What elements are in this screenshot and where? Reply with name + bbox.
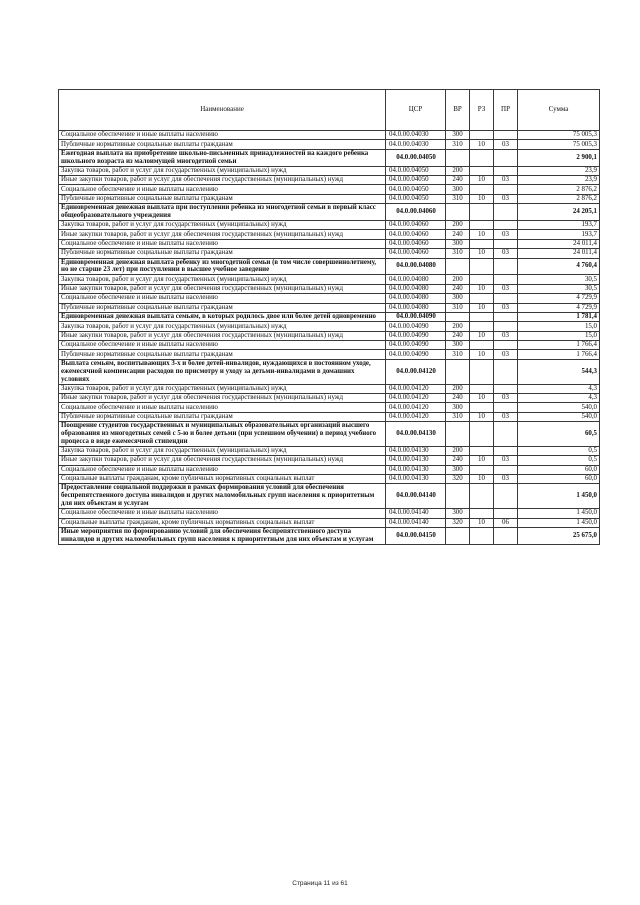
cell-vr [446,359,470,384]
table-row-heading [59,527,600,544]
cell-sum: 4 729,9 [518,303,600,312]
cell-rz: 10 [470,230,494,239]
cell-vr: 240 [446,393,470,402]
budget-table [58,89,600,545]
cell-name: Ежегодная выплата на приобретение школьно-письменных принадлежностей на каждого ребенка школьного возраста из малоимущей многодетной семьи [59,149,386,166]
cell-rz [470,258,494,275]
cell-csr: 04.0.00.04130 [386,422,446,447]
cell-pr: 03 [494,303,518,312]
cell-pr: 03 [494,350,518,359]
table-row [59,239,600,248]
cell-name: Социальное обеспечение и иные выплаты населению [59,341,386,350]
table-row [59,294,600,303]
cell-rz [470,294,494,303]
cell-sum: 1 450,0 [518,518,600,527]
cell-name: Публичные нормативные социальные выплаты гражданам [59,412,386,421]
cell-csr: 04.0.00.04080 [386,258,446,275]
cell-csr: 04.0.00.04030 [386,140,446,149]
cell-rz [470,185,494,194]
header-rz: РЗ [470,90,494,131]
cell-sum: 25 675,0 [518,527,600,544]
cell-name: Иные закупки товаров, работ и услуг для обеспечения государственных (муниципальных) нужд [59,331,386,340]
cell-rz [470,422,494,447]
cell-vr: 310 [446,249,470,258]
cell-vr [446,484,470,509]
cell-rz: 10 [470,518,494,527]
table-row [59,249,600,258]
table-row [59,220,600,229]
cell-pr [494,422,518,447]
cell-rz: 10 [470,331,494,340]
table-row [59,509,600,518]
cell-csr: 04.0.00.04080 [386,275,446,284]
cell-csr: 04.0.00.04090 [386,312,446,321]
cell-sum: 2 876,2 [518,185,600,194]
table-header-row [59,90,600,131]
cell-pr [494,322,518,331]
table-row [59,140,600,149]
cell-rz: 10 [470,303,494,312]
cell-sum: 60,0 [518,465,600,474]
cell-name: Социальное обеспечение и иные выплаты населению [59,131,386,140]
cell-vr: 240 [446,284,470,293]
table-row [59,518,600,527]
table-row-heading [59,204,600,221]
cell-vr: 300 [446,465,470,474]
cell-name: Иные закупки товаров, работ и услуг для обеспечения государственных (муниципальных) нужд [59,175,386,184]
cell-pr [494,465,518,474]
cell-rz [470,220,494,229]
cell-sum: 24 011,4 [518,239,600,248]
cell-sum: 60,0 [518,475,600,484]
cell-rz: 10 [470,284,494,293]
cell-vr: 310 [446,194,470,203]
cell-rz [470,509,494,518]
table-row [59,446,600,455]
table-row [59,331,600,340]
cell-rz [470,275,494,284]
cell-sum: 4,3 [518,384,600,393]
cell-sum: 24 011,4 [518,249,600,258]
cell-sum: 0,5 [518,446,600,455]
cell-name: Иные закупки товаров, работ и услуг для обеспечения государственных (муниципальных) нужд [59,456,386,465]
cell-vr: 300 [446,509,470,518]
cell-rz [470,322,494,331]
cell-vr: 310 [446,350,470,359]
cell-vr: 310 [446,412,470,421]
cell-name: Социальное обеспечение и иные выплаты населению [59,509,386,518]
cell-name: Социальные выплаты гражданам, кроме публичных нормативных социальных выплат [59,475,386,484]
cell-pr [494,131,518,140]
table-row [59,230,600,239]
cell-rz [470,484,494,509]
cell-rz [470,239,494,248]
cell-sum: 1 781,4 [518,312,600,321]
table-row [59,166,600,175]
cell-vr: 310 [446,303,470,312]
cell-csr: 04.0.00.04120 [386,384,446,393]
cell-name: Выплата семьям, воспитывающих 3-х и более детей-инвалидов, нуждающихся в постоянном уходе, ежемесячной компенсации расходов по присмотру и уходу за детьми-инвалидами в домашних условиях [59,359,386,384]
cell-sum: 60,5 [518,422,600,447]
cell-name: Публичные нормативные социальные выплаты гражданам [59,249,386,258]
cell-sum: 23,9 [518,166,600,175]
table-row [59,384,600,393]
cell-name: Социальное обеспечение и иные выплаты населению [59,465,386,474]
cell-sum: 4,3 [518,393,600,402]
cell-pr [494,484,518,509]
table-row-heading [59,149,600,166]
cell-sum: 1 450,0 [518,509,600,518]
cell-sum: 544,3 [518,359,600,384]
cell-rz [470,403,494,412]
cell-sum: 0,5 [518,456,600,465]
cell-vr [446,149,470,166]
table-row [59,303,600,312]
budget-table-sheet [58,89,599,545]
cell-pr [494,220,518,229]
cell-pr: 03 [494,284,518,293]
cell-vr: 300 [446,403,470,412]
cell-pr: 03 [494,412,518,421]
cell-rz [470,384,494,393]
cell-sum: 75 005,3 [518,131,600,140]
header-vr: ВР [446,90,470,131]
cell-vr: 240 [446,230,470,239]
cell-rz: 10 [470,249,494,258]
cell-pr: 03 [494,194,518,203]
cell-rz [470,149,494,166]
cell-csr: 04.0.00.04080 [386,303,446,312]
cell-pr [494,204,518,221]
cell-csr: 04.0.00.04120 [386,403,446,412]
cell-sum: 15,0 [518,331,600,340]
cell-name: Социальное обеспечение и иные выплаты населению [59,294,386,303]
cell-name: Закупка товаров, работ и услуг для государственных (муниципальных) нужд [59,166,386,175]
cell-rz [470,204,494,221]
table-row [59,393,600,402]
cell-rz [470,465,494,474]
cell-csr: 04.0.00.04050 [386,166,446,175]
cell-pr [494,403,518,412]
cell-sum: 24 205,1 [518,204,600,221]
cell-name: Публичные нормативные социальные выплаты гражданам [59,194,386,203]
cell-vr: 240 [446,456,470,465]
table-row [59,131,600,140]
cell-csr: 04.0.00.04060 [386,220,446,229]
cell-rz [470,166,494,175]
cell-rz: 10 [470,175,494,184]
cell-sum: 75 005,3 [518,140,600,149]
cell-pr: 03 [494,393,518,402]
cell-csr: 04.0.00.04050 [386,149,446,166]
cell-vr: 200 [446,322,470,331]
cell-name: Публичные нормативные социальные выплаты гражданам [59,350,386,359]
cell-sum: 4 760,4 [518,258,600,275]
table-row [59,175,600,184]
table-row [59,284,600,293]
cell-vr: 200 [446,384,470,393]
cell-vr: 200 [446,275,470,284]
cell-rz: 10 [470,393,494,402]
header-sum: Сумма [518,90,600,131]
table-row [59,350,600,359]
cell-csr: 04.0.00.04150 [386,527,446,544]
cell-csr: 04.0.00.04090 [386,331,446,340]
header-csr: ЦСР [386,90,446,131]
cell-csr: 04.0.00.04130 [386,446,446,455]
cell-sum: 540,0 [518,403,600,412]
table-row-heading [59,312,600,321]
cell-sum: 2 876,2 [518,194,600,203]
cell-pr [494,239,518,248]
cell-vr: 310 [446,140,470,149]
cell-pr [494,149,518,166]
cell-rz [470,359,494,384]
cell-name: Предоставление социальной поддержки в рамках формирования условий для обеспечения беспрепятственного доступа инвалидов и других маломобильных групп населения к приоритетным для них объектам и услугам [59,484,386,509]
table-row [59,322,600,331]
cell-name: Публичные нормативные социальные выплаты гражданам [59,303,386,312]
cell-csr: 04.0.00.04030 [386,131,446,140]
table-row [59,403,600,412]
page-number: Страница 11 из 61 [292,880,348,887]
cell-vr: 300 [446,185,470,194]
cell-sum: 540,0 [518,412,600,421]
cell-name: Единовременная денежная выплата ребенку из многодетной семьи (в том числе совершеннолетнему, но не старше 23 лет) при поступлении в высшее учебное заведение [59,258,386,275]
cell-csr: 04.0.00.04130 [386,475,446,484]
cell-name: Иные закупки товаров, работ и услуг для обеспечения государственных (муниципальных) нужд [59,230,386,239]
table-row [59,465,600,474]
cell-csr: 04.0.00.04060 [386,249,446,258]
cell-rz: 10 [470,456,494,465]
cell-csr: 04.0.00.04060 [386,230,446,239]
cell-sum: 193,7 [518,220,600,229]
cell-name: Социальное обеспечение и иные выплаты населению [59,239,386,248]
cell-rz: 10 [470,475,494,484]
cell-name: Иные мероприятия по формированию условий для обеспечения беспрепятственного доступа инвалидов и других маломобильных групп населения к приоритетным для них объектам и услугам [59,527,386,544]
table-row-heading [59,258,600,275]
cell-sum: 2 900,1 [518,149,600,166]
cell-pr [494,359,518,384]
cell-rz: 10 [470,194,494,203]
cell-name: Закупка товаров, работ и услуг для государственных (муниципальных) нужд [59,446,386,455]
cell-name: Иные закупки товаров, работ и услуг для обеспечения государственных (муниципальных) нужд [59,393,386,402]
cell-csr: 04.0.00.04050 [386,194,446,203]
cell-vr [446,258,470,275]
cell-sum: 1 450,0 [518,484,600,509]
cell-vr: 200 [446,446,470,455]
cell-name: Закупка товаров, работ и услуг для государственных (муниципальных) нужд [59,275,386,284]
cell-pr [494,166,518,175]
cell-pr [494,384,518,393]
cell-sum: 30,5 [518,275,600,284]
cell-vr: 240 [446,331,470,340]
cell-pr: 03 [494,331,518,340]
cell-csr: 04.0.00.04140 [386,518,446,527]
table-row-heading [59,484,600,509]
cell-pr [494,341,518,350]
cell-csr: 04.0.00.04140 [386,509,446,518]
cell-csr: 04.0.00.04090 [386,350,446,359]
table-row [59,475,600,484]
cell-vr: 320 [446,518,470,527]
cell-pr: 03 [494,475,518,484]
table-row [59,412,600,421]
cell-vr: 300 [446,341,470,350]
table-row [59,456,600,465]
table-body [59,131,600,545]
cell-rz: 10 [470,140,494,149]
cell-vr: 200 [446,166,470,175]
cell-rz: 10 [470,350,494,359]
cell-vr [446,422,470,447]
cell-csr: 04.0.00.04120 [386,359,446,384]
cell-sum: 193,7 [518,230,600,239]
cell-csr: 04.0.00.04050 [386,175,446,184]
cell-csr: 04.0.00.04120 [386,412,446,421]
cell-csr: 04.0.00.04080 [386,294,446,303]
cell-name: Социальные выплаты гражданам, кроме публичных нормативных социальных выплат [59,518,386,527]
cell-rz [470,312,494,321]
cell-pr: 03 [494,140,518,149]
cell-name: Социальное обеспечение и иные выплаты населению [59,403,386,412]
cell-pr: 06 [494,518,518,527]
cell-csr: 04.0.00.04120 [386,393,446,402]
cell-pr [494,258,518,275]
cell-name: Социальное обеспечение и иные выплаты населению [59,185,386,194]
cell-sum: 30,5 [518,284,600,293]
cell-name: Публичные нормативные социальные выплаты гражданам [59,140,386,149]
cell-csr: 04.0.00.04130 [386,456,446,465]
cell-sum: 1 766,4 [518,341,600,350]
cell-pr [494,275,518,284]
header-pr: ПР [494,90,518,131]
cell-pr [494,312,518,321]
table-row [59,275,600,284]
cell-csr: 04.0.00.04090 [386,322,446,331]
cell-pr [494,446,518,455]
cell-sum: 1 766,4 [518,350,600,359]
cell-sum: 4 729,9 [518,294,600,303]
table-row [59,185,600,194]
cell-pr: 03 [494,456,518,465]
table-row-heading [59,359,600,384]
cell-pr [494,527,518,544]
cell-name: Закупка товаров, работ и услуг для государственных (муниципальных) нужд [59,322,386,331]
cell-csr: 04.0.00.04130 [386,465,446,474]
cell-pr: 03 [494,175,518,184]
cell-rz [470,341,494,350]
cell-sum: 23,9 [518,175,600,184]
cell-csr: 04.0.00.04060 [386,204,446,221]
cell-name: Единовременная денежная выплата при поступлении ребенка из многодетной семьи в первый класс общеобразовательного учреждения [59,204,386,221]
cell-csr: 04.0.00.04140 [386,484,446,509]
cell-vr: 240 [446,175,470,184]
cell-pr [494,294,518,303]
cell-csr: 04.0.00.04090 [386,341,446,350]
header-name: Наименование [59,90,386,131]
table-row [59,194,600,203]
cell-name: Закупка товаров, работ и услуг для государственных (муниципальных) нужд [59,384,386,393]
cell-csr: 04.0.00.04060 [386,239,446,248]
cell-csr: 04.0.00.04050 [386,185,446,194]
cell-rz [470,131,494,140]
cell-vr [446,312,470,321]
cell-rz [470,527,494,544]
cell-name: Закупка товаров, работ и услуг для государственных (муниципальных) нужд [59,220,386,229]
table-row [59,341,600,350]
cell-rz [470,446,494,455]
cell-csr: 04.0.00.04080 [386,284,446,293]
cell-pr: 03 [494,249,518,258]
cell-vr [446,527,470,544]
table-row-heading [59,422,600,447]
cell-name: Поощрение студентов государственных и муниципальных образовательных организаций высшего образования из многодетных семей с 5-ю и более детьми (при успешном обучении) в период учебного процесса в виде ежемесячной стипендии [59,422,386,447]
cell-vr: 320 [446,475,470,484]
cell-pr [494,185,518,194]
cell-name: Единовременная денежная выплата семьям, в которых родилось двое или более детей одновременно [59,312,386,321]
cell-name: Иные закупки товаров, работ и услуг для обеспечения государственных (муниципальных) нужд [59,284,386,293]
cell-pr: 03 [494,230,518,239]
cell-vr [446,204,470,221]
cell-rz: 10 [470,412,494,421]
cell-pr [494,509,518,518]
cell-vr: 300 [446,294,470,303]
cell-vr: 300 [446,239,470,248]
cell-sum: 15,0 [518,322,600,331]
cell-vr: 200 [446,220,470,229]
cell-vr: 300 [446,131,470,140]
